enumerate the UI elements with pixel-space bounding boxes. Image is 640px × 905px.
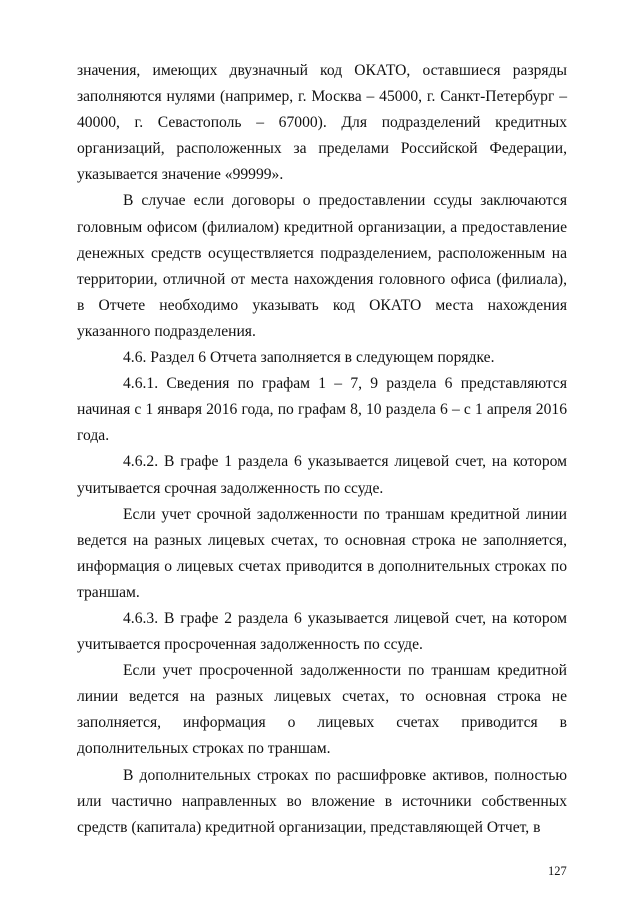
paragraph-section-4-6-1: 4.6.1. Сведения по графам 1 – 7, 9 раздела 6 представляются начиная с 1 января 2016 года, по графам 8, 10 раздела 6 – с 1 апреля 2016 года. xyxy=(77,375,567,445)
paragraph-urgent-debt-tranches: Если учет срочной задолженности по траншам кредитной линии ведется на разных лицевых счетах, то основная строка не заполняется, информация о лицевых счетах приводится в дополнительных строках по траншам. xyxy=(77,505,567,601)
paragraph-section-4-6: 4.6. Раздел 6 Отчета заполняется в следующем порядке. xyxy=(123,349,495,367)
paragraph-overdue-debt-tranches: Если учет просроченной задолженности по траншам кредитной линии ведется на разных лицевых счетах, то основная строка не заполняется, информация о лицевых счетах приводится в дополнительных строках по траншам. xyxy=(77,662,567,758)
paragraph-additional-rows: В дополнительных строках по расшифровке активов, полностью или частично направленных во вложение в источники собственных средств (капитала) кредитной организации, представляющей Отчет, в xyxy=(77,766,567,836)
paragraph-section-4-6-3: 4.6.3. В графе 2 раздела 6 указывается лицевой счет, на котором учитывается просроченная задолженность по ссуде. xyxy=(77,609,567,654)
paragraph-loan-agreements: В случае если договоры о предоставлении ссуды заключаются головным офисом (филиалом) кредитной организации, а предоставление денежных средств осуществляется подразделением, расположенным на территории, отличной от места нахождения головного офиса (филиала), в Отчете необходимо указывать код ОКАТО места нахождения указанного подразделения. xyxy=(77,192,567,340)
page-number: 127 xyxy=(548,864,567,878)
paragraph-section-4-6-2: 4.6.2. В графе 1 раздела 6 указывается лицевой счет, на котором учитывается срочная задолженность по ссуде. xyxy=(77,453,567,497)
paragraph-continuation-okato: значения, имеющих двузначный код ОКАТО, оставшиеся разряды заполняются нулями (например, г. Москва – 45000, г. Санкт-Петербург – 40000, г. Севастополь – 67000). Для подразделений кредитных организаций, расположенных за пределами Российской Федерации, указывается значение «99999». xyxy=(77,62,567,184)
body-text xyxy=(77,58,567,841)
